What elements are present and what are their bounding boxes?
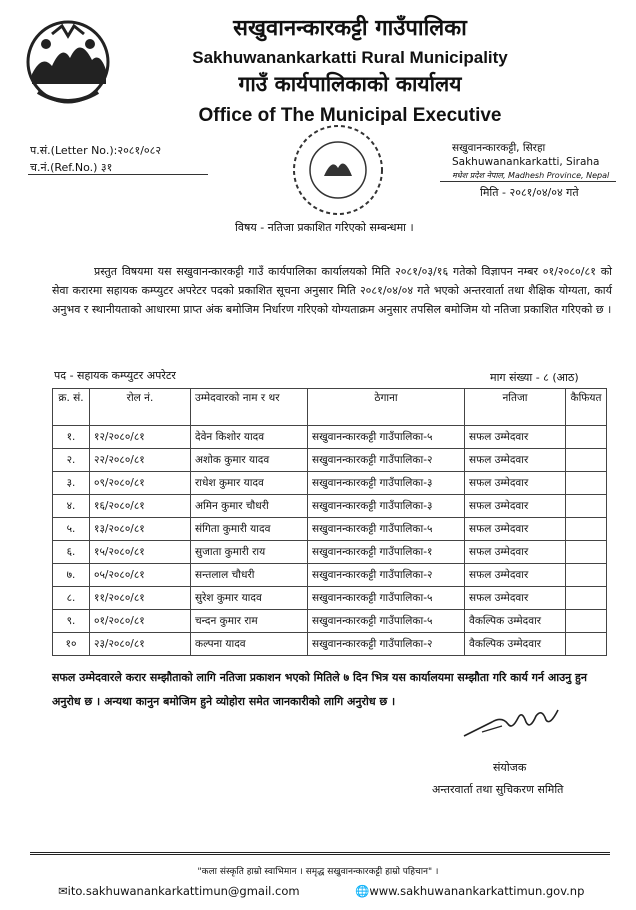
cell-candidate-name: देवेन किशोर यादव [191,426,308,449]
signatory-committee: अन्तरवार्ता तथा सुचिकरण समिति [432,783,564,796]
cell-address: सखुवानन्कारकट्टी गाउँपालिका-५ [308,610,465,633]
table-row [53,610,607,633]
cell-remarks [566,610,607,633]
municipality-name-nepali: सखुवानन्कारकट्टी गाउँपालिका [233,16,467,41]
address-nepali: सखुवानन्कारकट्टी, सिरहा [452,142,546,154]
cell-roll-no: १६/२०८०/८१ [90,495,191,518]
header-candidate-name: उम्मेदवारको नाम र थर [191,389,308,426]
cell-result: सफल उम्मेदवार [465,541,566,564]
cell-remarks [566,541,607,564]
table-row [53,587,607,610]
cell-candidate-name: सन्तलाल चौधरी [191,564,308,587]
cell-serial: ४. [53,495,90,518]
cell-candidate-name: अशोक कुमार यादव [191,449,308,472]
cell-address: सखुवानन्कारकट्टी गाउँपालिका-५ [308,587,465,610]
cell-result: सफल उम्मेदवार [465,426,566,449]
letter-date: मिति - २०८१/०४/०४ गते [480,186,579,199]
cell-serial: ५. [53,518,90,541]
header-roll-no: रोल नं. [90,389,191,426]
cell-address: सखुवानन्कारकट्टी गाउँपालिका-५ [308,518,465,541]
footer-email[interactable] [58,884,300,898]
cell-serial: १. [53,426,90,449]
cell-candidate-name: कल्पना यादव [191,633,308,656]
cell-serial: ७. [53,564,90,587]
cell-roll-no: ०१/२०८०/८१ [90,610,191,633]
address-divider [440,181,616,182]
cell-result: सफल उम्मेदवार [465,449,566,472]
cell-serial: ६. [53,541,90,564]
cell-address: सखुवानन्कारकट्टी गाउँपालिका-२ [308,633,465,656]
header-serial: क्र. सं. [53,389,90,426]
header-result: नतिजा [465,389,566,426]
header-remarks: कैफियत [566,389,607,426]
office-stamp [288,120,388,220]
cell-remarks [566,426,607,449]
cell-remarks [566,518,607,541]
cell-remarks [566,587,607,610]
cell-roll-no: २२/२०८०/८१ [90,449,191,472]
footer-divider [30,852,610,855]
table-body [53,426,607,656]
table-row [53,541,607,564]
cell-address: सखुवानन्कारकट्टी गाउँपालिका-५ [308,426,465,449]
cell-result: सफल उम्मेदवार [465,472,566,495]
table-row [53,449,607,472]
cell-result: सफल उम्मेदवार [465,495,566,518]
cell-result: सफल उम्मेदवार [465,564,566,587]
cell-serial: १० [53,633,90,656]
cell-serial: ३. [53,472,90,495]
cell-roll-no: ०९/२०८०/८१ [90,472,191,495]
table-row [53,564,607,587]
office-name-english: Office of The Municipal Executive [198,105,502,126]
cell-candidate-name: सुजाता कुमारी राय [191,541,308,564]
cell-serial: ९. [53,610,90,633]
table-row [53,633,607,656]
cell-roll-no: ११/२०८०/८१ [90,587,191,610]
cell-roll-no: २३/२०८०/८१ [90,633,191,656]
cell-roll-no: १२/२०८०/८१ [90,426,191,449]
table-row [53,472,607,495]
footer-website[interactable] [355,884,584,898]
cell-result: वैकल्पिक उम्मेदवार [465,633,566,656]
signatory-title: संयोजक [493,761,527,774]
website-url[interactable]: www.sakhuwanankarkattimun.gov.np [369,884,585,898]
cell-roll-no: १५/२०८०/८१ [90,541,191,564]
table-row [53,518,607,541]
cell-candidate-name: सुरेश कुमार यादव [191,587,308,610]
handwritten-signature [462,700,562,740]
globe-icon: 🌐 [355,884,370,898]
cell-address: सखुवानन्कारकट्टी गाउँपालिका-२ [308,449,465,472]
cell-result: वैकल्पिक उम्मेदवार [465,610,566,633]
letter-number: प.सं.(Letter No.):२०८१/०८२ [30,144,162,157]
reference-divider [28,174,208,175]
address-english: Sakhuwanankarkatti, Siraha [452,156,600,168]
demand-count: माग संख्या - ८ (आठ) [490,371,579,384]
cell-remarks [566,564,607,587]
cell-remarks [566,495,607,518]
cell-roll-no: ०५/२०८०/८१ [90,564,191,587]
post-label: पद - सहायक कम्प्युटर अपरेटर [54,369,176,382]
closing-paragraph: सफल उम्मेदवारले करार सम्झौताको लागि नतिजा प्रकाशन भएको मितिले ७ दिन भित्र यस कार्यालयमा सम्झौता गरि कार्य गर्न आउनु हुन अनुरोध छ । अन्यथा कानुन बमोजिम हुने व्योहोरा समेत जानकारीको लागि अनुरोध छ । [52,671,587,708]
cell-result: सफल उम्मेदवार [465,518,566,541]
cell-serial: ८. [53,587,90,610]
office-name-nepali: गाउँ कार्यपालिकाको कार्यालय [238,72,462,96]
cell-candidate-name: राधेश कुमार यादव [191,472,308,495]
header-address: ठेगाना [308,389,465,426]
cell-address: सखुवानन्कारकट्टी गाउँपालिका-२ [308,564,465,587]
cell-address: सखुवानन्कारकट्टी गाउँपालिका-३ [308,495,465,518]
municipality-name-english: Sakhuwanankarkatti Rural Municipality [192,48,508,67]
cell-address: सखुवानन्कारकट्टी गाउँपालिका-३ [308,472,465,495]
cell-address: सखुवानन्कारकट्टी गाउँपालिका-१ [308,541,465,564]
table-header-row [53,389,607,426]
table-row [53,495,607,518]
nepal-emblem-logo [22,14,114,110]
email-icon: ✉ [58,884,68,898]
cell-candidate-name: चन्दन कुमार राम [191,610,308,633]
cell-remarks [566,472,607,495]
cell-serial: २. [53,449,90,472]
cell-candidate-name: अमिन कुमार चौधरी [191,495,308,518]
cell-result: सफल उम्मेदवार [465,587,566,610]
notice-paragraph: प्रस्तुत विषयमा यस सखुवानन्कारकट्टी गाउँ कार्यपालिका कार्यालयको मिति २०८१/०३/१६ गतेको विज्ञापन नम्बर ०१/२०८०/८१ को सेवा करारमा सहायक कम्प्युटर अपरेटर पदको प्रकाशित सूचना अनुसार मिति २०८१/०४/०४ गते भएको अन्तरवार्ता तथा शैक्षिक योग्यता, कार्य अनुभव र स्थानीयताको आधारमा प्राप्त अंक बमोजिम निर्धारण गरिएको योग्यताक्रम अनुसार तपसिल बमोजिम यो नतिजा प्रकाशित गरिएको छ । [52,265,612,316]
table-row [53,426,607,449]
cell-remarks [566,449,607,472]
email-address[interactable]: ito.sakhuwanankarkattimun@gmail.com [67,884,300,898]
cell-candidate-name: संगिता कुमारी यादव [191,518,308,541]
address-province: मधेश प्रदेश नेपाल, Madhesh Province, Nepal [452,171,610,180]
cell-remarks [566,633,607,656]
footer-slogan: "कला संस्कृति हाम्रो स्वाभिमान । समृद्ध सखुवानन्कारकट्टी हाम्रो पहिचान" । [197,867,439,877]
cell-roll-no: १३/२०८०/८१ [90,518,191,541]
reference-number: च.नं.(Ref.No.) ३१ [30,161,113,174]
results-table [52,388,607,656]
subject-line: विषय - नतिजा प्रकाशित गरिएको सम्बन्धमा । [235,221,414,234]
